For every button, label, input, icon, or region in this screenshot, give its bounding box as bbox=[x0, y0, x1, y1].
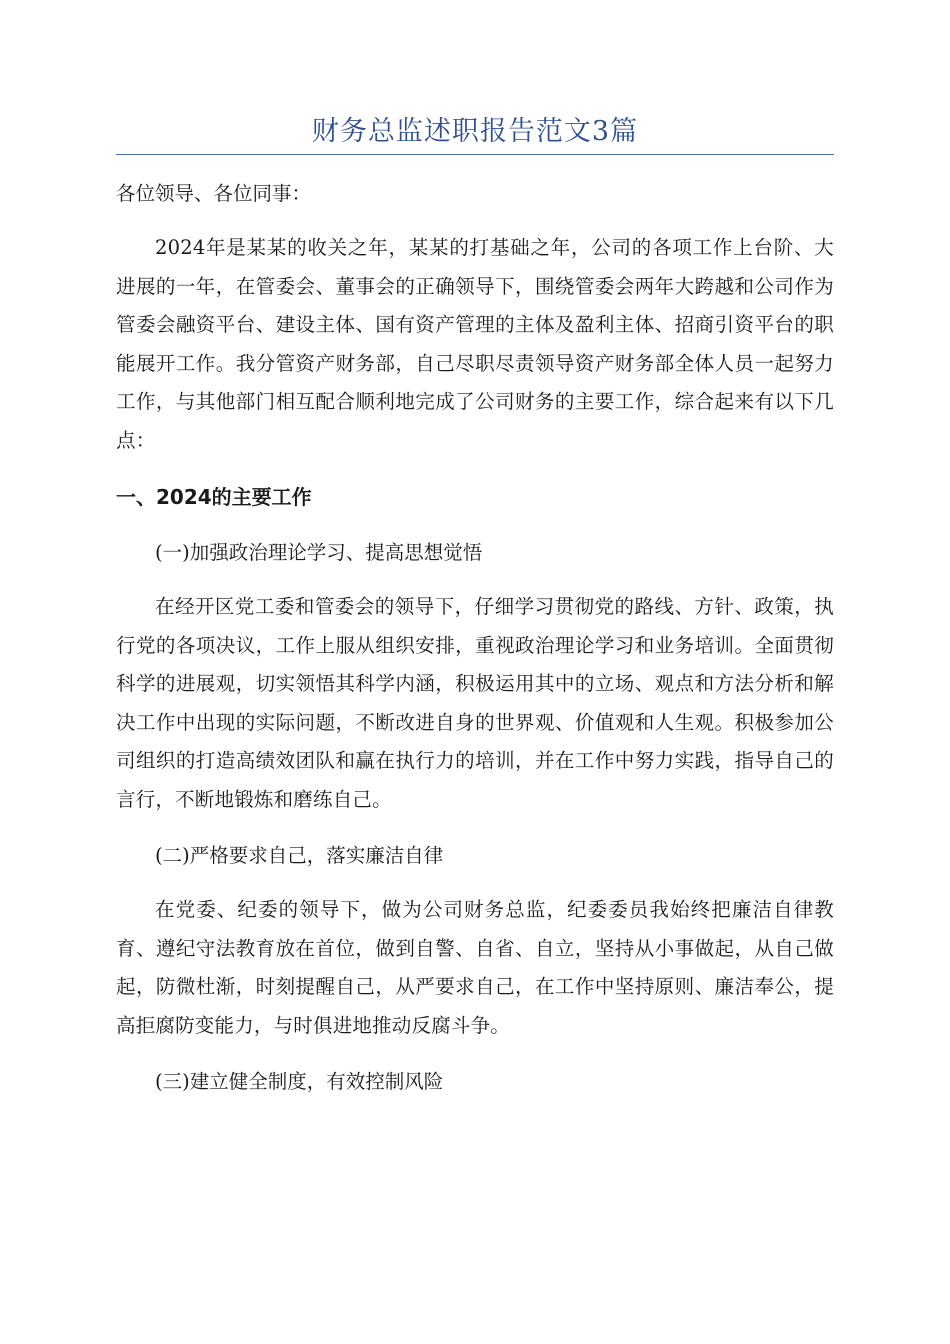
salutation: 各位领导、各位同事： bbox=[116, 182, 312, 205]
subheading-3: (三)建立健全制度，有效控制风险 bbox=[155, 1070, 444, 1093]
paragraph-2: 在党委、纪委的领导下，做为公司财务总监，纪委委员我始终把廉洁自律教育、遵纪守法教育放在首位，做到自警、自省、自立，坚持从小事做起，从自己做起，防微杜渐，时刻提醒自己，从严要求自己，在工作中坚持原则、廉洁奉公，提高拒腐防变能力，与时俱进地推动反腐斗争。 bbox=[116, 898, 834, 1037]
section-heading-1: 一、2024的主要工作 bbox=[116, 485, 312, 509]
document-title: 财务总监述职报告范文3篇 bbox=[116, 112, 834, 155]
intro-paragraph: 2024年是某某的收关之年，某某的打基础之年，公司的各项工作上台阶、大进展的一年，在管委会、董事会的正确领导下，围绕管委会两年大跨越和公司作为管委会融资平台、建设主体、国有资产管理的主体及盈利主体、招商引资平台的职能展开工作。我分管资产财务部，自己尽职尽责领导资产财务部全体人员一起努力工作，与其他部门相互配合顺利地完成了公司财务的主要工作，综合起来有以下几点： bbox=[116, 236, 834, 452]
paragraph-1: 在经开区党工委和管委会的领导下，仔细学习贯彻党的路线、方针、政策，执行党的各项决议，工作上服从组织安排，重视政治理论学习和业务培训。全面贯彻科学的进展观，切实领悟其科学内涵，积极运用其中的立场、观点和方法分析和解决工作中出现的实际问题，不断改进自身的世界观、价值观和人生观。积极参加公司组织的打造高绩效团队和赢在执行力的培训，并在工作中努力实践，指导自己的言行，不断地锻炼和磨练自己。 bbox=[116, 595, 834, 811]
subheading-2: (二)严格要求自己，落实廉洁自律 bbox=[155, 844, 444, 867]
document-page bbox=[116, 112, 834, 1101]
subheading-1: (一)加强政治理论学习、提高思想觉悟 bbox=[155, 541, 483, 564]
